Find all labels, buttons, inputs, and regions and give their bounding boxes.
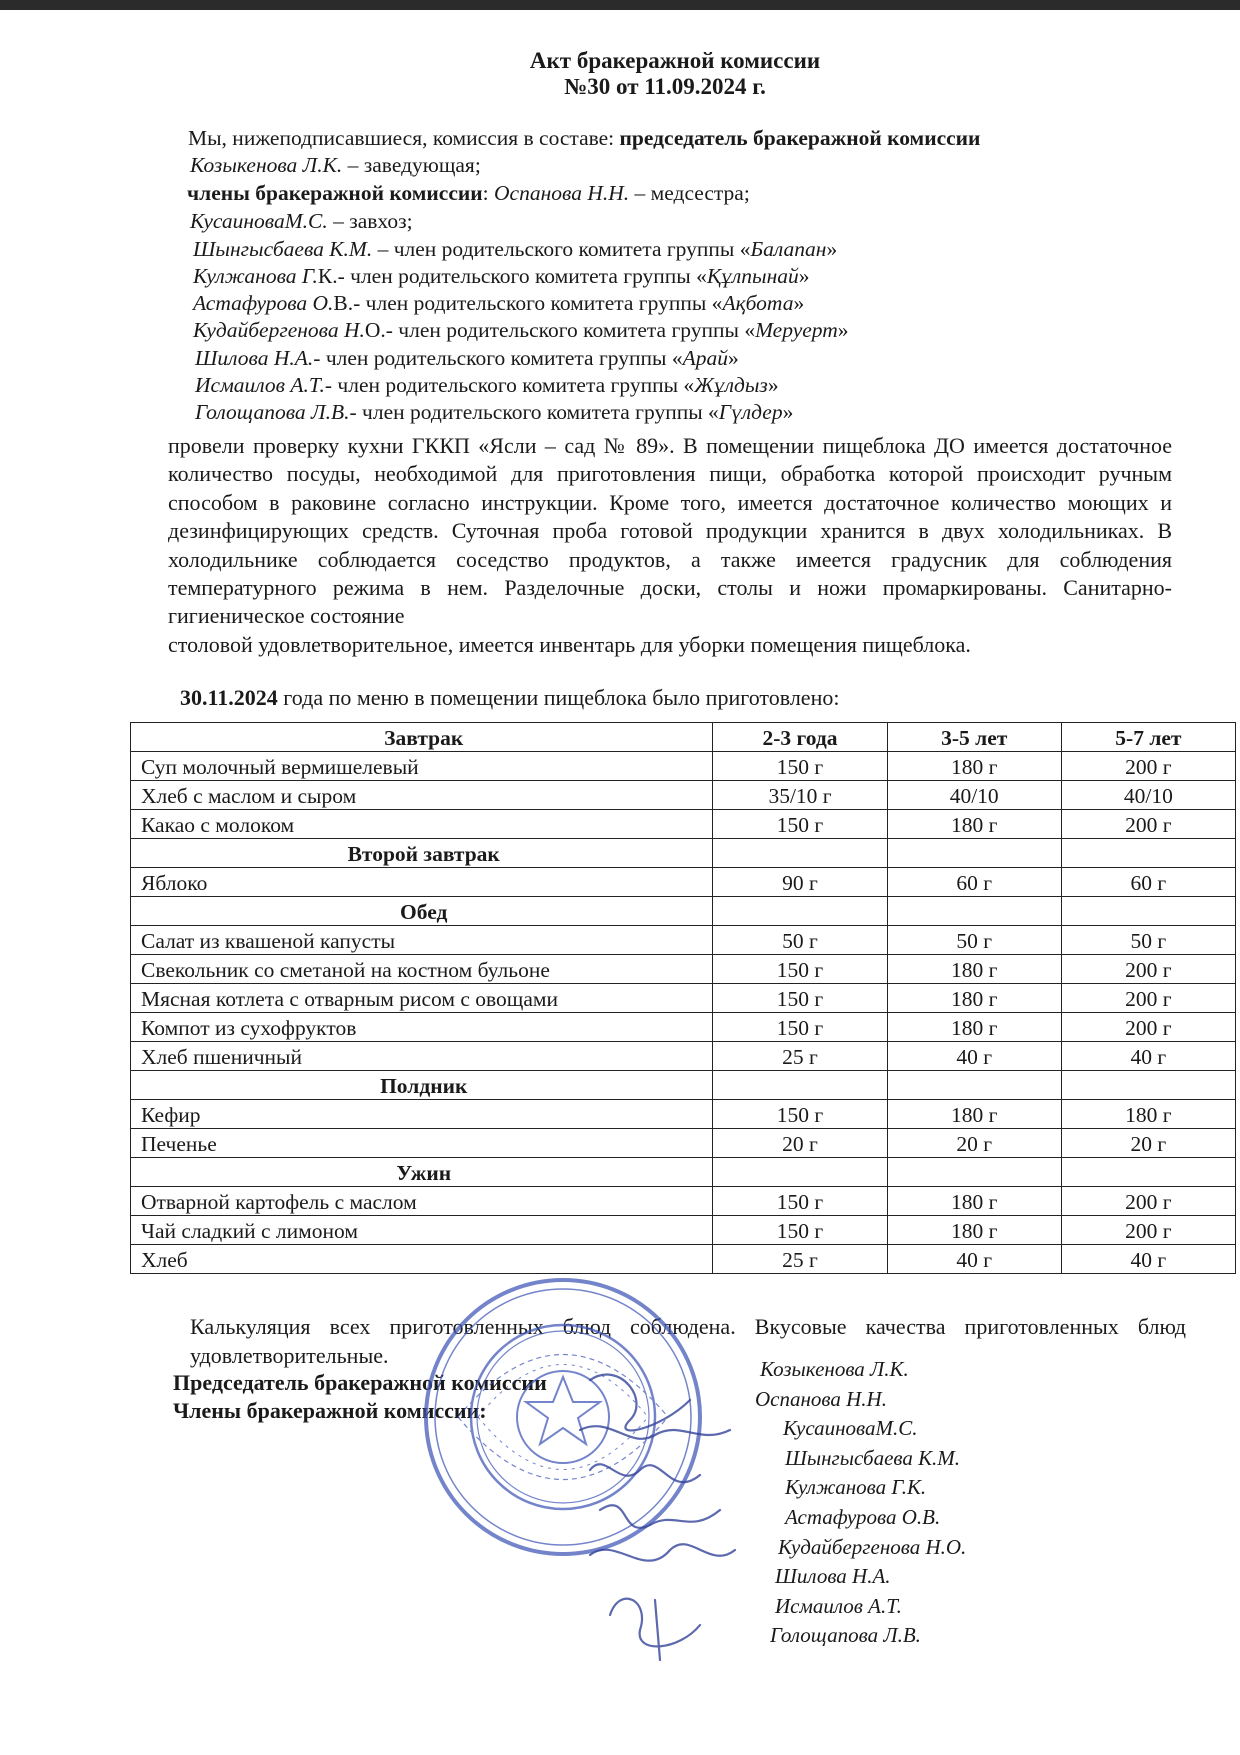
portion-value: 200 г	[1061, 984, 1235, 1013]
portion-value: 25 г	[713, 1245, 887, 1274]
dish-name: Кефир	[131, 1100, 713, 1129]
portion-value: 150 г	[713, 752, 887, 781]
portion-value: 180 г	[887, 984, 1061, 1013]
portion-value: 180 г	[887, 955, 1061, 984]
portion-value: 150 г	[713, 1013, 887, 1042]
table-row	[131, 1187, 1236, 1216]
dish-name: Суп молочный вермишелевый	[131, 752, 713, 781]
table-row	[131, 1129, 1236, 1158]
dish-name: Печенье	[131, 1129, 713, 1158]
portion-value: 150 г	[713, 1187, 887, 1216]
dish-name: Какао с молоком	[131, 810, 713, 839]
portion-value: 50 г	[887, 926, 1061, 955]
document-number: №30 от 11.09.2024 г.	[564, 74, 766, 99]
portion-value: 150 г	[713, 955, 887, 984]
dish-name: Чай сладкий с лимоном	[131, 1216, 713, 1245]
signature-name: Шилова Н.А.	[775, 1564, 891, 1589]
signature-name-list	[755, 1355, 967, 1651]
portion-value: 200 г	[1061, 752, 1235, 781]
handwritten-signatures	[560, 1360, 760, 1680]
chair-signature-label: Председатель бракеражной комиссии	[173, 1370, 547, 1395]
section-row	[131, 1158, 1236, 1187]
section-row	[131, 839, 1236, 868]
table-row	[131, 1245, 1236, 1274]
menu-table	[130, 722, 1236, 1274]
portion-value: 150 г	[713, 1100, 887, 1129]
member-line: КусаиноваМ.С. – завхоз;	[190, 209, 413, 233]
members-label: члены бракеражной комиссии	[187, 181, 483, 205]
portion-value: 20 г	[1061, 1129, 1235, 1158]
portion-value: 35/10 г	[713, 781, 887, 810]
signature-name: Исмаилов А.Т.	[775, 1593, 902, 1618]
signature-name: Кудайбергенова Н.О.	[778, 1534, 967, 1559]
member-line: Шынгысбаева К.М. – член родительского комитета группы «Балапан»	[193, 237, 838, 261]
portion-value: 180 г	[1061, 1100, 1235, 1129]
portion-value: 200 г	[1061, 1187, 1235, 1216]
portion-value: 40 г	[1061, 1042, 1235, 1071]
table-row	[131, 1216, 1236, 1245]
portion-value: 200 г	[1061, 955, 1235, 984]
dish-name: Яблоко	[131, 868, 713, 897]
portion-value: 180 г	[887, 1187, 1061, 1216]
chair-name: Козыкенова Л.К.	[190, 153, 343, 177]
member-line: Шилова Н.А.- член родительского комитета группы «Арай»	[195, 346, 739, 370]
signature-name: КусаиноваМ.С.	[783, 1416, 918, 1441]
table-row	[131, 955, 1236, 984]
portion-value: 40 г	[887, 1042, 1061, 1071]
portion-value: 200 г	[1061, 1216, 1235, 1245]
member-line: Кулжанова Г.К.- член родительского комитета группы «Құлпынай»	[193, 264, 810, 288]
portion-value: 180 г	[887, 752, 1061, 781]
portion-value: 25 г	[713, 1042, 887, 1071]
portion-value: 50 г	[1061, 926, 1235, 955]
portion-value: 180 г	[887, 810, 1061, 839]
portion-value: 40 г	[887, 1245, 1061, 1274]
menu-intro-line: 30.11.2024 года по меню в помещении пищеблока было приготовлено:	[180, 685, 840, 710]
signature-name: Кулжанова Г.К.	[785, 1475, 927, 1500]
portion-value: 150 г	[713, 1216, 887, 1245]
section-row	[131, 1071, 1236, 1100]
portion-value: 150 г	[713, 810, 887, 839]
table-header-row	[131, 723, 1236, 752]
portion-value: 90 г	[713, 868, 887, 897]
portion-value: 40/10	[1061, 781, 1235, 810]
portion-value: 40/10	[887, 781, 1061, 810]
age-column-header: 2-3 года	[713, 723, 887, 752]
menu-date: 30.11.2024	[180, 685, 278, 710]
signature-name: Шынгысбаева К.М.	[785, 1445, 961, 1470]
dish-name: Свекольник со сметаной на костном бульоне	[131, 955, 713, 984]
portion-value: 20 г	[713, 1129, 887, 1158]
portion-value: 60 г	[1061, 868, 1235, 897]
members-signature-label: Члены бракеражной комиссии:	[173, 1398, 487, 1423]
dish-name: Хлеб пшеничный	[131, 1042, 713, 1071]
portion-value: 180 г	[887, 1013, 1061, 1042]
members-line: члены бракеражной комиссии: Оспанова Н.Н. – медсестра;	[187, 181, 750, 205]
age-column-header: 3-5 лет	[887, 723, 1061, 752]
member-line: Кудайбергенова Н.О.- член родительского комитета группы «Меруерт»	[193, 318, 849, 342]
member-line: Исмаилов А.Т.- член родительского комитета группы «Жұлдыз»	[195, 373, 779, 397]
section-header-cell: Полдник	[131, 1071, 713, 1100]
table-row	[131, 926, 1236, 955]
portion-value: 40 г	[1061, 1245, 1235, 1274]
inspection-text: провели проверку кухни ГККП «Ясли – сад № 89». В помещении пищеблока ДО имеется достаточное количество посуды, необходимой для приготовления пищи, обработка которой происходит ручным способом в раковине согласно инструкции. Кроме того, имеется достаточное количество моющих и дезинфицирующих средств. Суточная проба готовой продукции хранится в двух холодильниках. В холодильнике соблюдается соседство продуктов, а также имеется градусник для соблюдения температурного режима в нем. Разделочные доски, столы и ножи промаркированы. Санитарно-гигиеническое состояние	[168, 433, 1172, 629]
member-line: Голощапова Л.В.- член родительского комитета группы «Гүлдер»	[195, 400, 794, 424]
document-title: Акт бракеражной комиссии	[529, 48, 821, 73]
section-header-cell: Второй завтрак	[131, 839, 713, 868]
portion-value: 200 г	[1061, 810, 1235, 839]
dish-name: Хлеб с маслом и сыром	[131, 781, 713, 810]
portion-value: 180 г	[887, 1100, 1061, 1129]
portion-value: 180 г	[887, 1216, 1061, 1245]
chair-line: Козыкенова Л.К. – заведующая;	[190, 153, 481, 177]
dish-name: Отварной картофель с маслом	[131, 1187, 713, 1216]
inspection-last-line: столовой удовлетворительное, имеется инвентарь для уборки помещения пищеблока.	[168, 631, 971, 657]
table-row	[131, 810, 1236, 839]
table-row	[131, 1042, 1236, 1071]
signature-name: Козыкенова Л.К.	[760, 1357, 909, 1381]
portion-value: 150 г	[713, 984, 887, 1013]
table-row	[131, 984, 1236, 1013]
table-row	[131, 868, 1236, 897]
commission-intro-line: Мы, нижеподписавшиеся, комиссия в составе: председатель бракеражной комиссии	[188, 126, 981, 150]
signature-name: Астафурова О.В.	[785, 1504, 941, 1529]
table-row	[131, 1013, 1236, 1042]
chair-label: председатель бракеражной комиссии	[619, 126, 981, 150]
inspection-paragraph	[168, 432, 1172, 659]
dish-name: Компот из сухофруктов	[131, 1013, 713, 1042]
section-header-cell: Завтрак	[131, 723, 713, 752]
calculation-text: Калькуляция всех приготовленных блюд соблюдена. Вкусовые качества приготовленных блюд удовлетворительные.	[190, 1314, 1186, 1368]
section-header-cell: Обед	[131, 897, 713, 926]
portion-value: 50 г	[713, 926, 887, 955]
signature-name: Голощапова Л.В.	[770, 1623, 921, 1648]
portion-value: 200 г	[1061, 1013, 1235, 1042]
table-row	[131, 1100, 1236, 1129]
signature-name: Оспанова Н.Н.	[755, 1386, 887, 1411]
dish-name: Мясная котлета с отварным рисом с овощами	[131, 984, 713, 1013]
table-row	[131, 781, 1236, 810]
section-row	[131, 897, 1236, 926]
dish-name: Салат из квашеной капусты	[131, 926, 713, 955]
dish-name: Хлеб	[131, 1245, 713, 1274]
member-line: Астафурова О.В.- член родительского комитета группы «Ақбота»	[193, 291, 805, 315]
age-column-header: 5-7 лет	[1061, 723, 1235, 752]
portion-value: 60 г	[887, 868, 1061, 897]
table-row	[131, 752, 1236, 781]
section-header-cell: Ужин	[131, 1158, 713, 1187]
scan-top-edge	[0, 0, 1240, 10]
portion-value: 20 г	[887, 1129, 1061, 1158]
